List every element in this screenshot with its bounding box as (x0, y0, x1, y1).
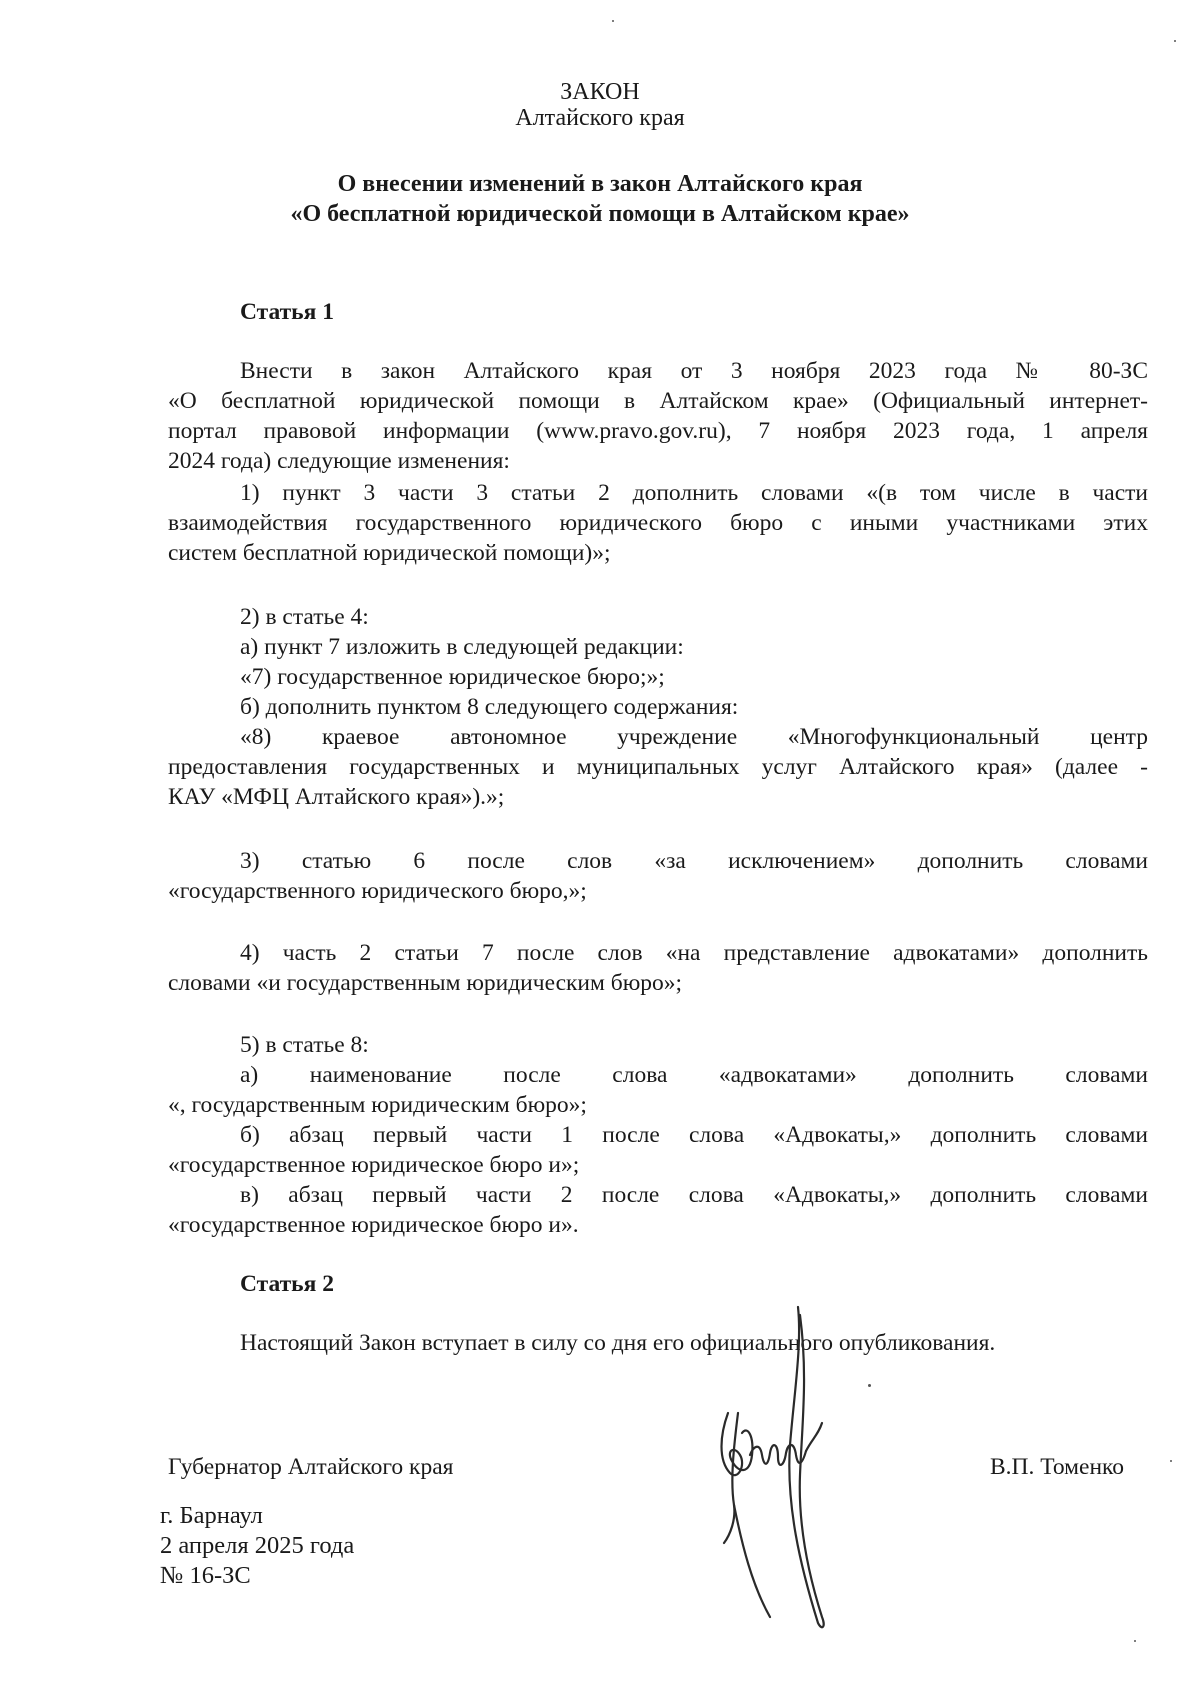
scan-speck (1134, 1640, 1136, 1642)
item-5-line: «, государственным юридическим бюро»; (168, 1092, 587, 1118)
signatory-name: В.П. Томенко (990, 1454, 1125, 1480)
scan-speck (1174, 40, 1176, 42)
document-type: ЗАКОН (560, 79, 640, 105)
article-1-intro-line: портал правовой информации (www.pravo.gov.ru), 7 ноября 2023 года, 1 апреля (168, 418, 1148, 444)
item-2-line: КАУ «МФЦ Алтайского края»).»; (168, 784, 505, 810)
item-4-line: 4) часть 2 статьи 7 после слов «на представление адвокатами» дополнить (240, 940, 1148, 966)
law-number: № 16-ЗС (160, 1562, 251, 1589)
handwritten-signature (690, 1305, 880, 1635)
item-1-line: взаимодействия государственного юридического бюро с иными участниками этих (168, 510, 1148, 536)
scan-speck (868, 1384, 871, 1387)
document-title-line-2: «О бесплатной юридической помощи в Алтайском крае» (290, 201, 910, 227)
article-2-heading: Статья 2 (240, 1271, 334, 1297)
item-2-line: 2) в статье 4: (240, 604, 369, 630)
item-5-line: «государственное юридическое бюро и»; (168, 1152, 580, 1178)
article-1-intro-line: «О бесплатной юридической помощи в Алтайском крае» (Официальный интернет- (168, 388, 1148, 414)
item-3-line: «государственного юридического бюро,»; (168, 878, 587, 904)
item-2-line: б) дополнить пунктом 8 следующего содержания: (240, 694, 739, 720)
item-3-line: 3) статью 6 после слов «за исключением» дополнить словами (240, 848, 1148, 874)
document-title-line-1: О внесении изменений в закон Алтайского края (337, 171, 863, 197)
item-4-line: словами «и государственным юридическим бюро»; (168, 970, 683, 996)
item-5-line: б) абзац первый части 1 после слова «Адвокаты,» дополнить словами (240, 1122, 1148, 1148)
item-5-line: а) наименование после слова «адвокатами» дополнить словами (240, 1062, 1148, 1088)
item-5-line: 5) в статье 8: (240, 1032, 369, 1058)
item-2-line: предоставления государственных и муниципальных услуг Алтайского края» (далее - (168, 754, 1148, 780)
item-2-line: а) пункт 7 изложить в следующей редакции: (240, 634, 684, 660)
item-2-line: «7) государственное юридическое бюро;»; (240, 664, 665, 690)
scan-speck (1170, 1460, 1172, 1462)
item-5-line: в) абзац первый части 2 после слова «Адвокаты,» дополнить словами (240, 1182, 1148, 1208)
item-5-line: «государственное юридическое бюро и». (168, 1212, 579, 1238)
article-2-text: Настоящий Закон вступает в силу со дня его официального опубликования. (240, 1330, 996, 1356)
date: 2 апреля 2025 года (160, 1532, 355, 1559)
signatory-position: Губернатор Алтайского края (168, 1454, 454, 1480)
article-1-heading: Статья 1 (240, 299, 334, 325)
city: г. Барнаул (160, 1502, 263, 1529)
item-1-line: систем бесплатной юридической помощи)»; (168, 540, 611, 566)
document-region: Алтайского края (515, 105, 685, 131)
item-1-line: 1) пункт 3 части 3 статьи 2 дополнить словами «(в том числе в части (240, 480, 1148, 506)
scan-speck (612, 20, 614, 22)
article-1-intro-line: Внести в закон Алтайского края от 3 ноября 2023 года № 80-ЗС (240, 358, 1148, 384)
item-2-line: «8) краевое автономное учреждение «Многофункциональный центр (240, 724, 1148, 750)
article-1-intro-line: 2024 года) следующие изменения: (168, 448, 510, 474)
